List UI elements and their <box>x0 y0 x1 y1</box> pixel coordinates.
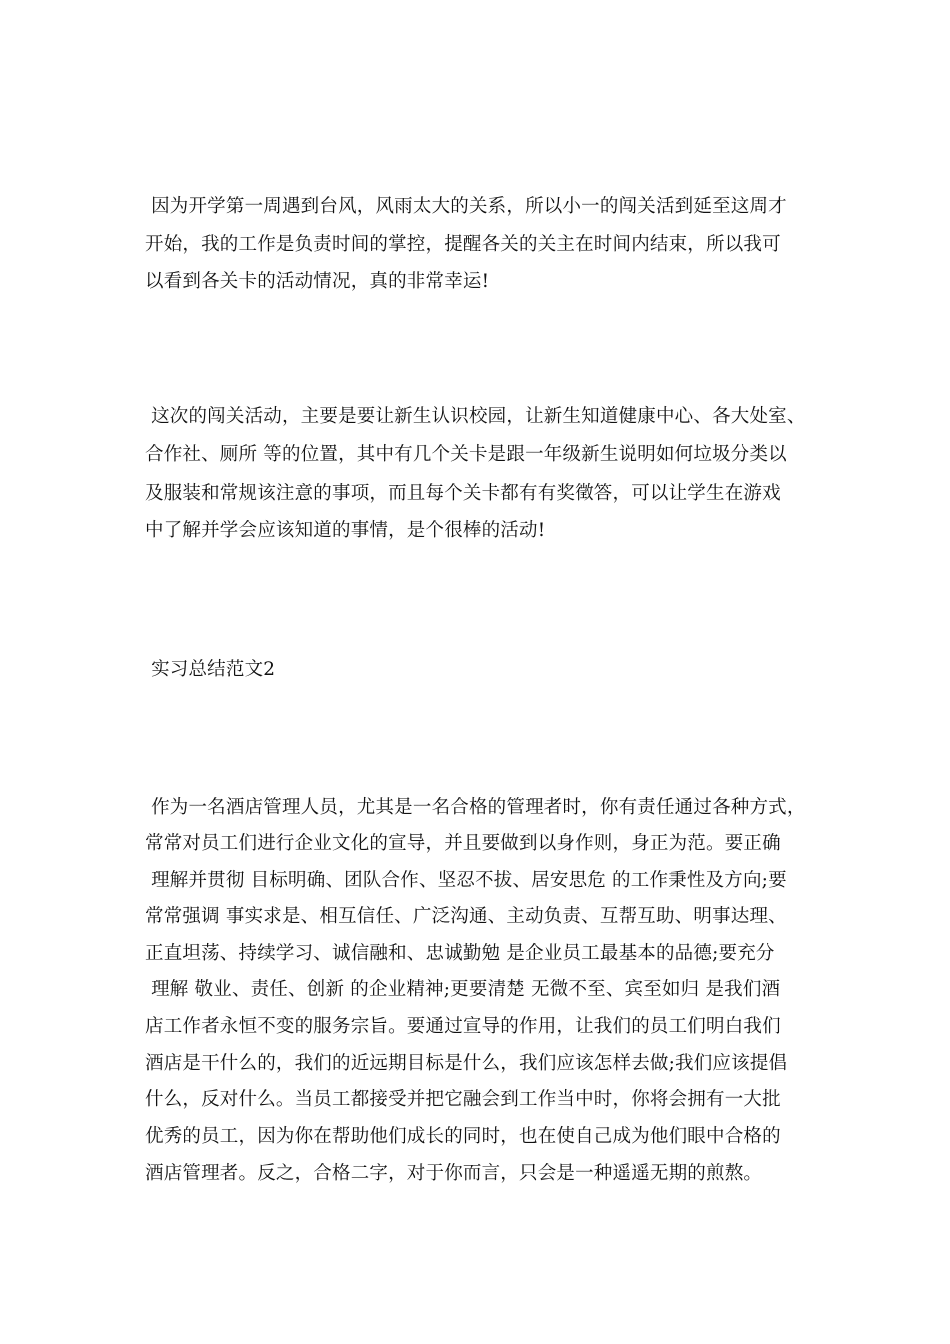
section-heading: 实习总结范文2 <box>145 659 276 680</box>
paragraph-line: 理解 敬业、责任、创新 的企业精神;更要清楚 无微不至、宾至如归 是我们酒 <box>145 979 781 1000</box>
paragraph-line: 中了解并学会应该知道的事情，是个很棒的活动! <box>145 520 546 541</box>
paragraph-line: 理解并贯彻 目标明确、团队合作、坚忍不拔、居安思危 的工作秉性及方向;要 <box>145 870 787 891</box>
paragraph-line: 正直坦荡、持续学习、诚信融和、忠诚勤勉 是企业员工最基本的品德;要充分 <box>145 943 775 964</box>
paragraph-line: 常常对员工们进行企业文化的宣导，并且要做到以身作则，身正为范。要正确 <box>145 833 781 854</box>
paragraph-line: 酒店是干什么的，我们的近远期目标是什么，我们应该怎样去做;我们应该提倡 <box>145 1053 788 1074</box>
paragraph-line: 以看到各关卡的活动情况，真的非常幸运! <box>145 271 490 292</box>
paragraph-line: 店工作者永恒不变的服务宗旨。要通过宣导的作用，让我们的员工们明白我们 <box>145 1016 781 1037</box>
paragraph-line: 合作社、厕所 等的位置，其中有几个关卡是跟一年级新生说明如何垃圾分类以 <box>145 444 787 465</box>
paragraph-line: 什么，反对什么。当员工都接受并把它融会到工作当中时，你将会拥有一大批 <box>145 1089 781 1110</box>
paragraph-line: 优秀的员工，因为你在帮助他们成长的同时，也在使自己成为他们眼中合格的 <box>145 1126 781 1147</box>
paragraph-line: 这次的闯关活动，主要是要让新生认识校园，让新生知道健康中心、各大处室、 <box>145 406 806 427</box>
paragraph-line: 开始，我的工作是负责时间的掌控，提醒各关的关主在时间内结束，所以我可 <box>145 234 781 255</box>
paragraph-line: 常常强调 事实求是、相互信任、广泛沟通、主动负责、互帮互助、明事达理、 <box>145 906 787 927</box>
paragraph-line: 作为一名酒店管理人员，尤其是一名合格的管理者时，你有责任通过各种方式， <box>145 797 806 818</box>
paragraph-line: 及服装和常规该注意的事项，而且每个关卡都有有奖徵答，可以让学生在游戏 <box>145 483 781 504</box>
paragraph-line: 酒店管理者。反之，合格二字，对于你而言，只会是一种遥遥无期的煎熬。 <box>145 1163 763 1184</box>
paragraph-line: 因为开学第一周遇到台风，风雨太大的关系，所以小一的闯关活到延至这周才 <box>145 196 787 217</box>
